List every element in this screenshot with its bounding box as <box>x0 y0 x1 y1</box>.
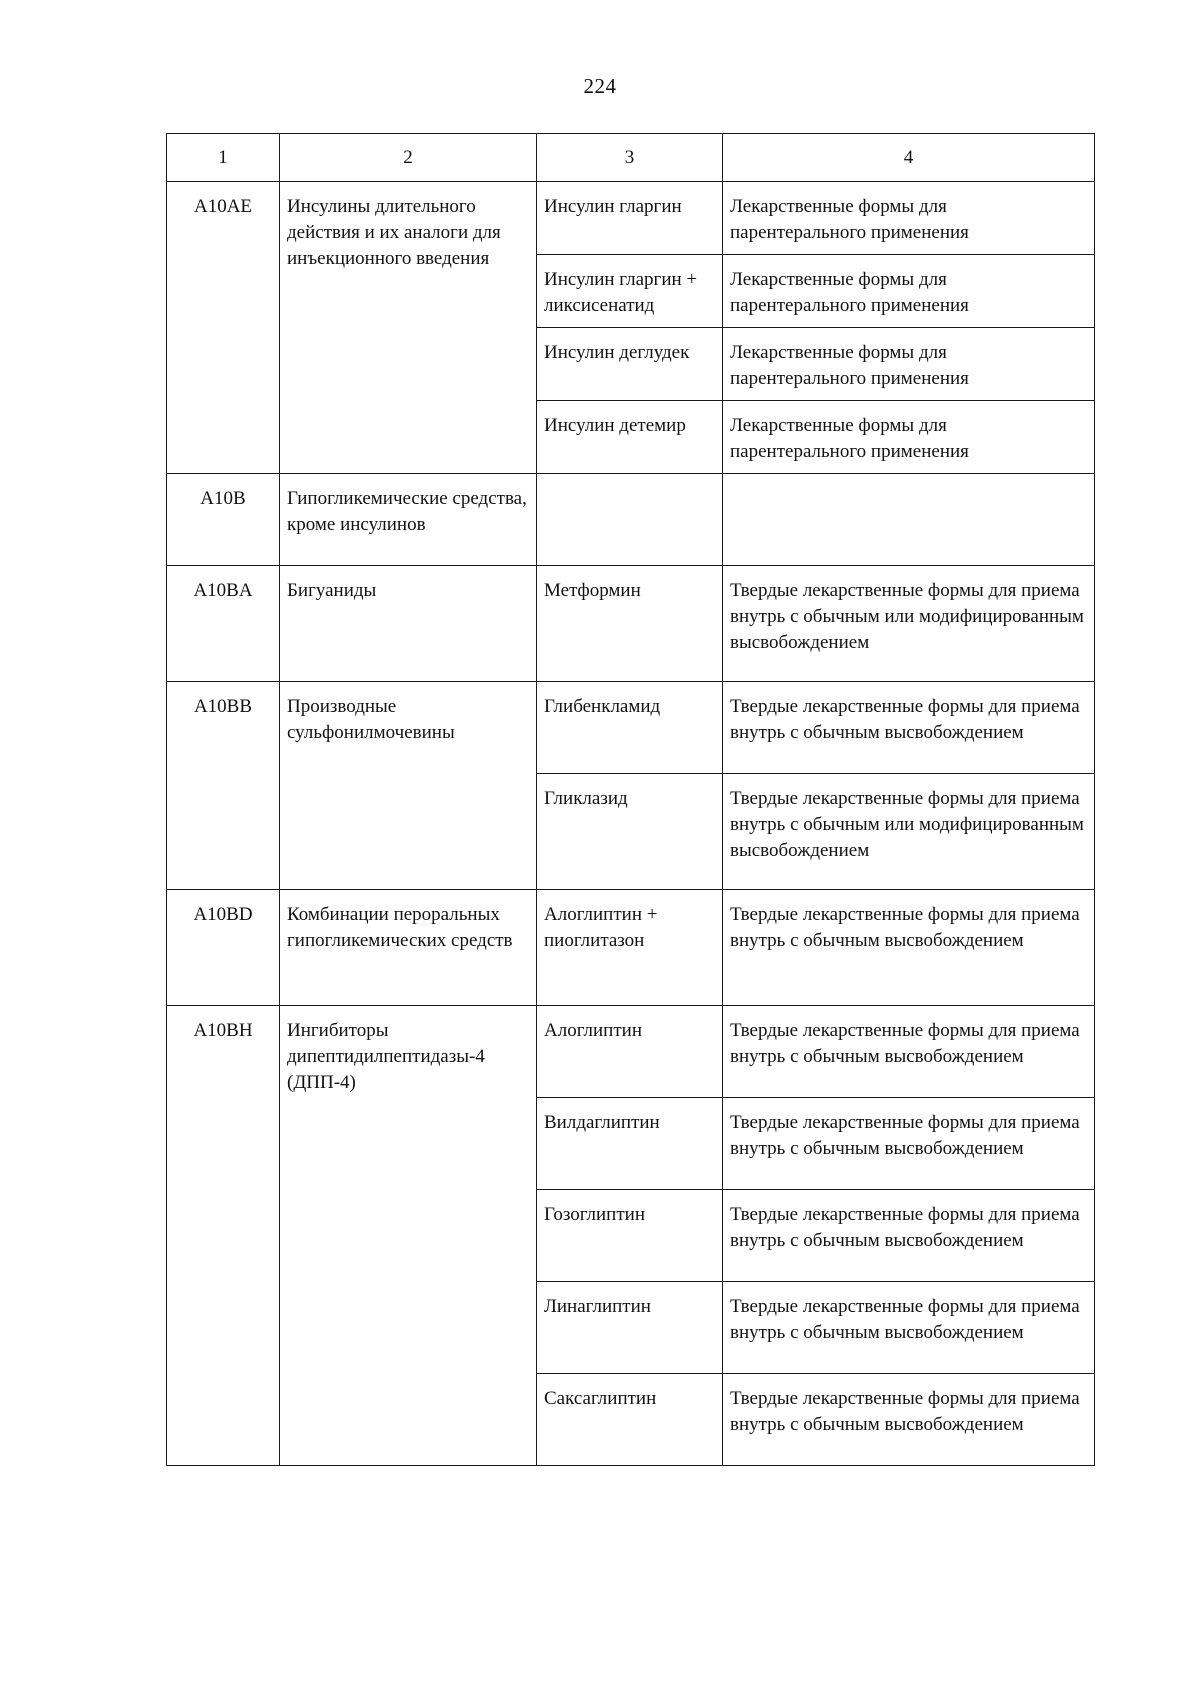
dosage-form-cell <box>723 474 1095 566</box>
dosage-form-cell: Лекарственные формы для парентерального применения <box>723 255 1095 328</box>
drug-table <box>166 133 1095 1466</box>
drug-table-body <box>167 134 1095 1466</box>
page-number: 224 <box>583 74 617 98</box>
group-name-cell: Бигуаниды <box>280 566 537 682</box>
table-row <box>167 182 1095 255</box>
header-col-3: 3 <box>537 134 723 182</box>
dosage-form-cell: Лекарственные формы для парентерального применения <box>723 328 1095 401</box>
dosage-form-cell: Твердые лекарственные формы для приема внутрь с обычным высвобождением <box>723 1190 1095 1282</box>
dosage-form-cell: Твердые лекарственные формы для приема внутрь с обычным или модифицированным высвобождением <box>723 774 1095 890</box>
group-name-cell: Ингибиторы дипептидилпептидазы-4 (ДПП-4) <box>280 1006 537 1466</box>
drug-name-cell: Инсулин деглудек <box>537 328 723 401</box>
group-name-cell: Производные сульфонилмочевины <box>280 682 537 890</box>
dosage-form-cell: Твердые лекарственные формы для приема внутрь с обычным высвобождением <box>723 890 1095 1006</box>
table-row <box>167 890 1095 1006</box>
drug-name-cell: Гозоглиптин <box>537 1190 723 1282</box>
drug-name-cell: Саксаглиптин <box>537 1374 723 1466</box>
atc-code-cell: A10BB <box>167 682 280 890</box>
header-col-4: 4 <box>723 134 1095 182</box>
drug-name-cell <box>537 474 723 566</box>
dosage-form-cell: Лекарственные формы для парентерального применения <box>723 182 1095 255</box>
drug-name-cell: Глибенкламид <box>537 682 723 774</box>
table-row <box>167 566 1095 682</box>
drug-name-cell: Алоглиптин <box>537 1006 723 1098</box>
group-name-cell: Гипогликемические средства, кроме инсулинов <box>280 474 537 566</box>
dosage-form-cell: Твердые лекарственные формы для приема внутрь с обычным высвобождением <box>723 1006 1095 1098</box>
header-col-1: 1 <box>167 134 280 182</box>
atc-code-cell: A10BA <box>167 566 280 682</box>
table-row <box>167 1006 1095 1098</box>
atc-code-cell: A10AE <box>167 182 280 474</box>
table-row <box>167 474 1095 566</box>
table-row <box>167 682 1095 774</box>
group-name-cell: Инсулины длительного действия и их аналоги для инъекционного введения <box>280 182 537 474</box>
dosage-form-cell: Твердые лекарственные формы для приема внутрь с обычным высвобождением <box>723 1282 1095 1374</box>
atc-code-cell: A10BD <box>167 890 280 1006</box>
group-name-cell: Комбинации пероральных гипогликемических средств <box>280 890 537 1006</box>
header-row <box>167 134 1095 182</box>
drug-name-cell: Инсулин детемир <box>537 401 723 474</box>
drug-name-cell: Вилдаглиптин <box>537 1098 723 1190</box>
drug-name-cell: Линаглиптин <box>537 1282 723 1374</box>
dosage-form-cell: Твердые лекарственные формы для приема внутрь с обычным высвобождением <box>723 1374 1095 1466</box>
atc-code-cell: A10BH <box>167 1006 280 1466</box>
dosage-form-cell: Твердые лекарственные формы для приема внутрь с обычным или модифицированным высвобождением <box>723 566 1095 682</box>
drug-name-cell: Гликлазид <box>537 774 723 890</box>
dosage-form-cell: Твердые лекарственные формы для приема внутрь с обычным высвобождением <box>723 1098 1095 1190</box>
drug-name-cell: Инсулин гларгин + ликсисенатид <box>537 255 723 328</box>
drug-name-cell: Инсулин гларгин <box>537 182 723 255</box>
header-col-2: 2 <box>280 134 537 182</box>
drug-name-cell: Метформин <box>537 566 723 682</box>
dosage-form-cell: Твердые лекарственные формы для приема внутрь с обычным высвобождением <box>723 682 1095 774</box>
dosage-form-cell: Лекарственные формы для парентерального применения <box>723 401 1095 474</box>
drug-name-cell: Алоглиптин + пиоглитазон <box>537 890 723 1006</box>
atc-code-cell: A10B <box>167 474 280 566</box>
